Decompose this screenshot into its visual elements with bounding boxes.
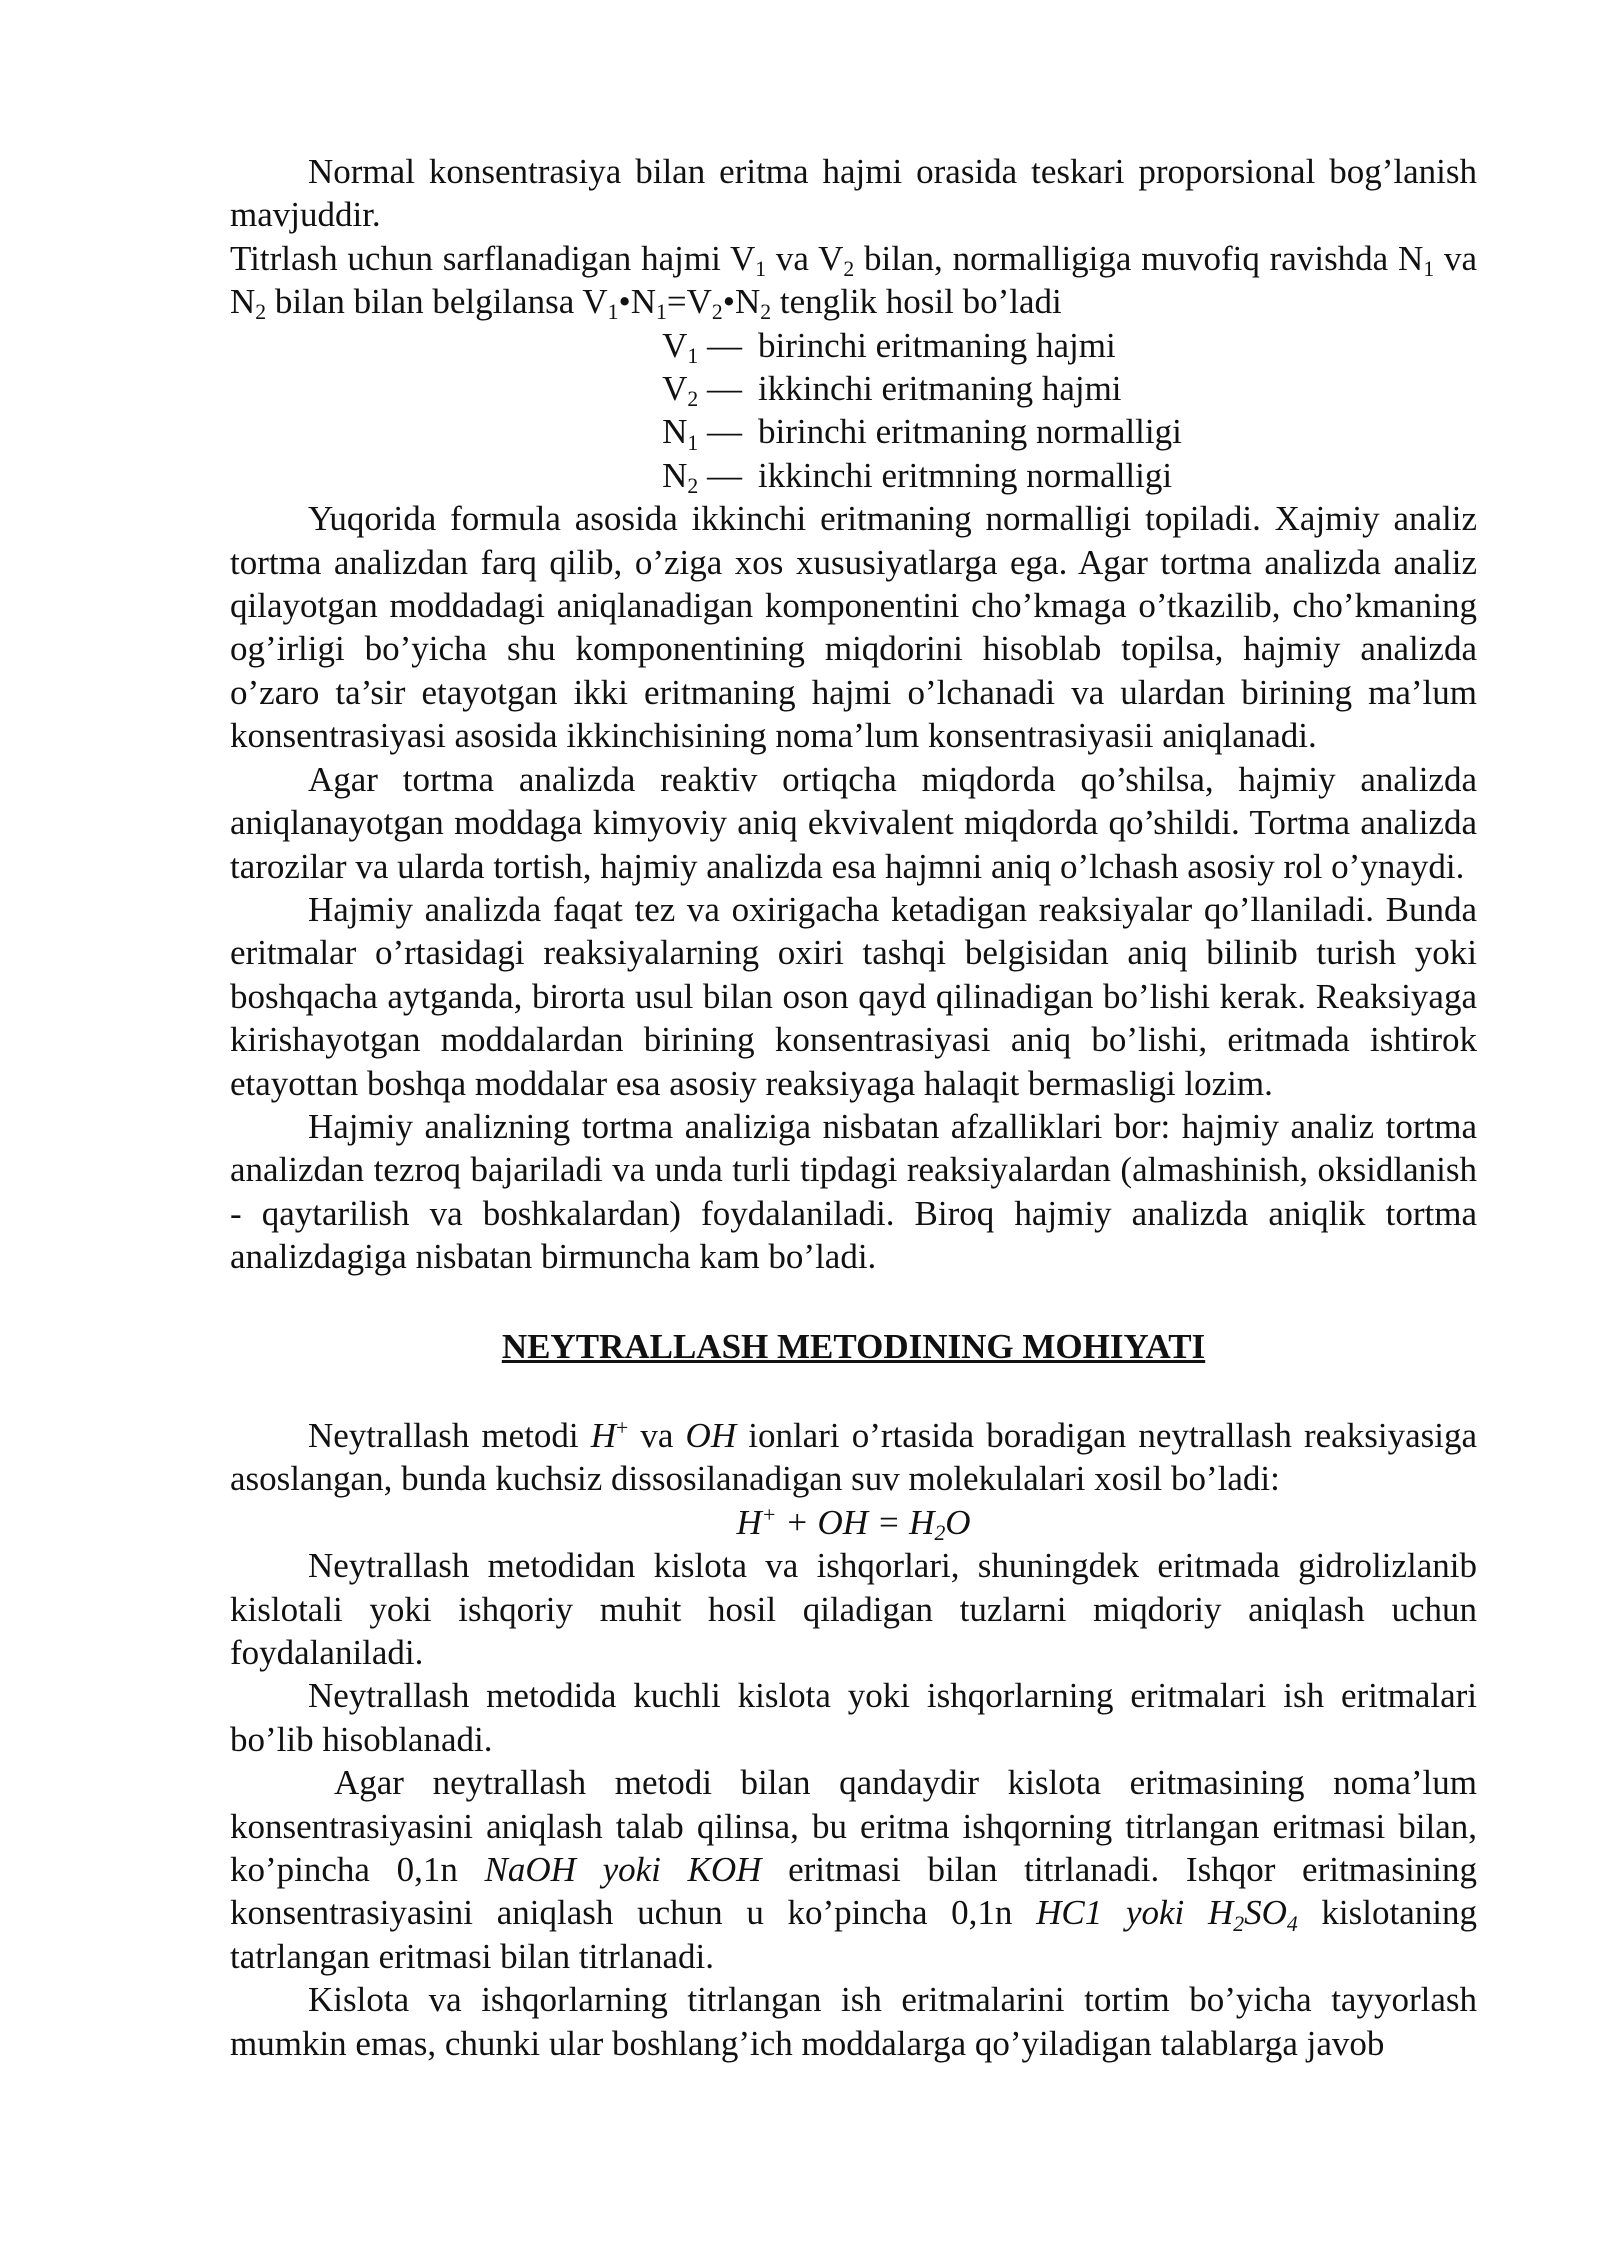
legend-description: birinchi eritmaning hajmi [758, 325, 1116, 365]
legend-symbol: $V_2$ — [662, 369, 742, 412]
legend-description: birinchi eritmaning normalligi [758, 412, 1182, 452]
paragraph-5: Hajmiy analizda faqat tez va oxirigacha ketadigan reaksiyalar qo’llaniladi. Bunda eritmalar o’rtasidagi reaksiyalarning oxiri tashqi belgisidan aniq bilinib turish yoki boshqacha aytganda, birorta usul bilan oson qayd qilinadigan bo’lishi kerak. Reaksiyaga kirishayotgan moddalardan birining konsentrasiyasi aniq bo’lishi, eritmada ishtirok etayottan boshqa moddalar esa asosiy reaksiyaga halaqit bermasligi lozim. [230, 889, 1477, 1103]
reaction-formula: H+ + OH = $H_2O$ [736, 1502, 971, 1545]
legend-description: ikkinchi eritmning normalligi [758, 455, 1173, 495]
section-heading: NEYTRALLASH METODINING MOHIYATI [501, 1326, 1206, 1366]
paragraph-4: Agar tortma analizda reaktiv ortiqcha miqdorda qo’shilsa, hajmiy analizda aniqlanayotgan moddaga kimyoviy aniq ekvivalent miqdorda qo’shildi. Tortma analizda tarozilar va ularda tortish, hajmiy analizda esa hajmni aniq o’lchash asosiy rol o’ynaydi. [230, 759, 1477, 886]
legend-row [658, 410, 1477, 453]
paragraph-2: Titrlash uchun sarflanadigan hajmi $V_1$ va $V_2$ bilan, normalligiga muvofiq ravishda $N_1$ va $N_2$ bilan bilan belgilansa $V_1•N_1=V_2•N_2$ tenglik hosil bo’ladi [230, 238, 1477, 325]
paragraph-9: Neytrallash metodida kuchli kislota yoki ishqorlarning eritmalari ish eritmalari bo’lib hisoblanadi. [230, 1676, 1477, 1759]
legend-symbol: $N_2$ — [662, 455, 742, 498]
legend-row [658, 454, 1477, 497]
paragraph-11: Kislota va ishqorlarning titrlangan ish eritmalarini tortim bo’yicha tayyorlash mumkin emas, chunki ular boshlang’ich moddalarga qo’yiladigan talablarga javob [230, 1980, 1477, 2063]
paragraph-10: Agar neytrallash metodi bilan qandaydir kislota eritmasining noma’lum konsentrasiyasini aniqlash talab qilinsa, bu eritma ishqorning titrlangan eritmasi bilan, ko’pincha 0,1n NaOH yoki KOH eritmasi bilan titrlanadi. Ishqor eritmasining konsentrasiyasini aniqlash uchun u ko’pincha 0,1n HC1 yoki $H_2SO_4$ kislotaning tatrlangan eritmasi bilan titrlanadi. [230, 1763, 1477, 1976]
paragraph-3: Yuqorida formula asosida ikkinchi eritmaning normalligi topiladi. Xajmiy analiz tortma analizdan farq qilib, o’ziga xos xususiyatlarga ega. Agar tortma analizda analiz qilayotgan moddadagi aniqlanadigan komponentini cho’kmaga o’tkazilib, cho’kmaning og’irligi bo’yicha shu komponentining miqdorini hisoblab topilsa, hajmiy analizda o’zaro ta’sir etayotgan ikki eritmaning hajmi o’lchanadi va ulardan birining ma’lum konsentrasiyasi asosida ikkinchisining noma’lum konsentrasiyasii aniqlanadi. [230, 499, 1477, 756]
symbol-legend [658, 324, 1477, 498]
paragraph-6: Hajmiy analizning tortma analiziga nisbatan afzalliklari bor: hajmiy analiz tortma analizdan tezroq bajariladi va unda turli tipdagi reaksiyalardan (almashinish, oksidlanish - qaytarilish va boshkalardan) foydalaniladi. Biroq hajmiy analizda aniqlik tortma analizdagiga nisbatan birmuncha kam bo’ladi. [230, 1106, 1477, 1277]
paragraph-8: Neytrallash metodidan kislota va ishqorlari, shuningdek eritmada gidrolizlanib kislotali yoki ishqoriy muhit hosil qiladigan tuzlarni miqdoriy aniqlash uchun foydalaniladi. [230, 1546, 1477, 1672]
legend-description: ikkinchi eritmaning hajmi [758, 369, 1122, 409]
paragraph-1: Normal konsentrasiya bilan eritma hajmi orasida teskari proporsional bog’lanish mavjuddir. [230, 152, 1477, 235]
text-column [230, 150, 1477, 2065]
legend-row [658, 367, 1477, 410]
legend-symbol: $N_1$ — [662, 412, 742, 455]
legend-symbol: $V_1$ — [662, 325, 742, 368]
paragraph-7: Neytrallash metodi H+ va OH ionlari o’rtasida boradigan neytrallash reaksiyasiga asoslangan, bunda kuchsiz dissosilanadigan suv molekulalari xosil bo’ladi: [230, 1415, 1477, 1499]
legend-row [658, 324, 1477, 367]
